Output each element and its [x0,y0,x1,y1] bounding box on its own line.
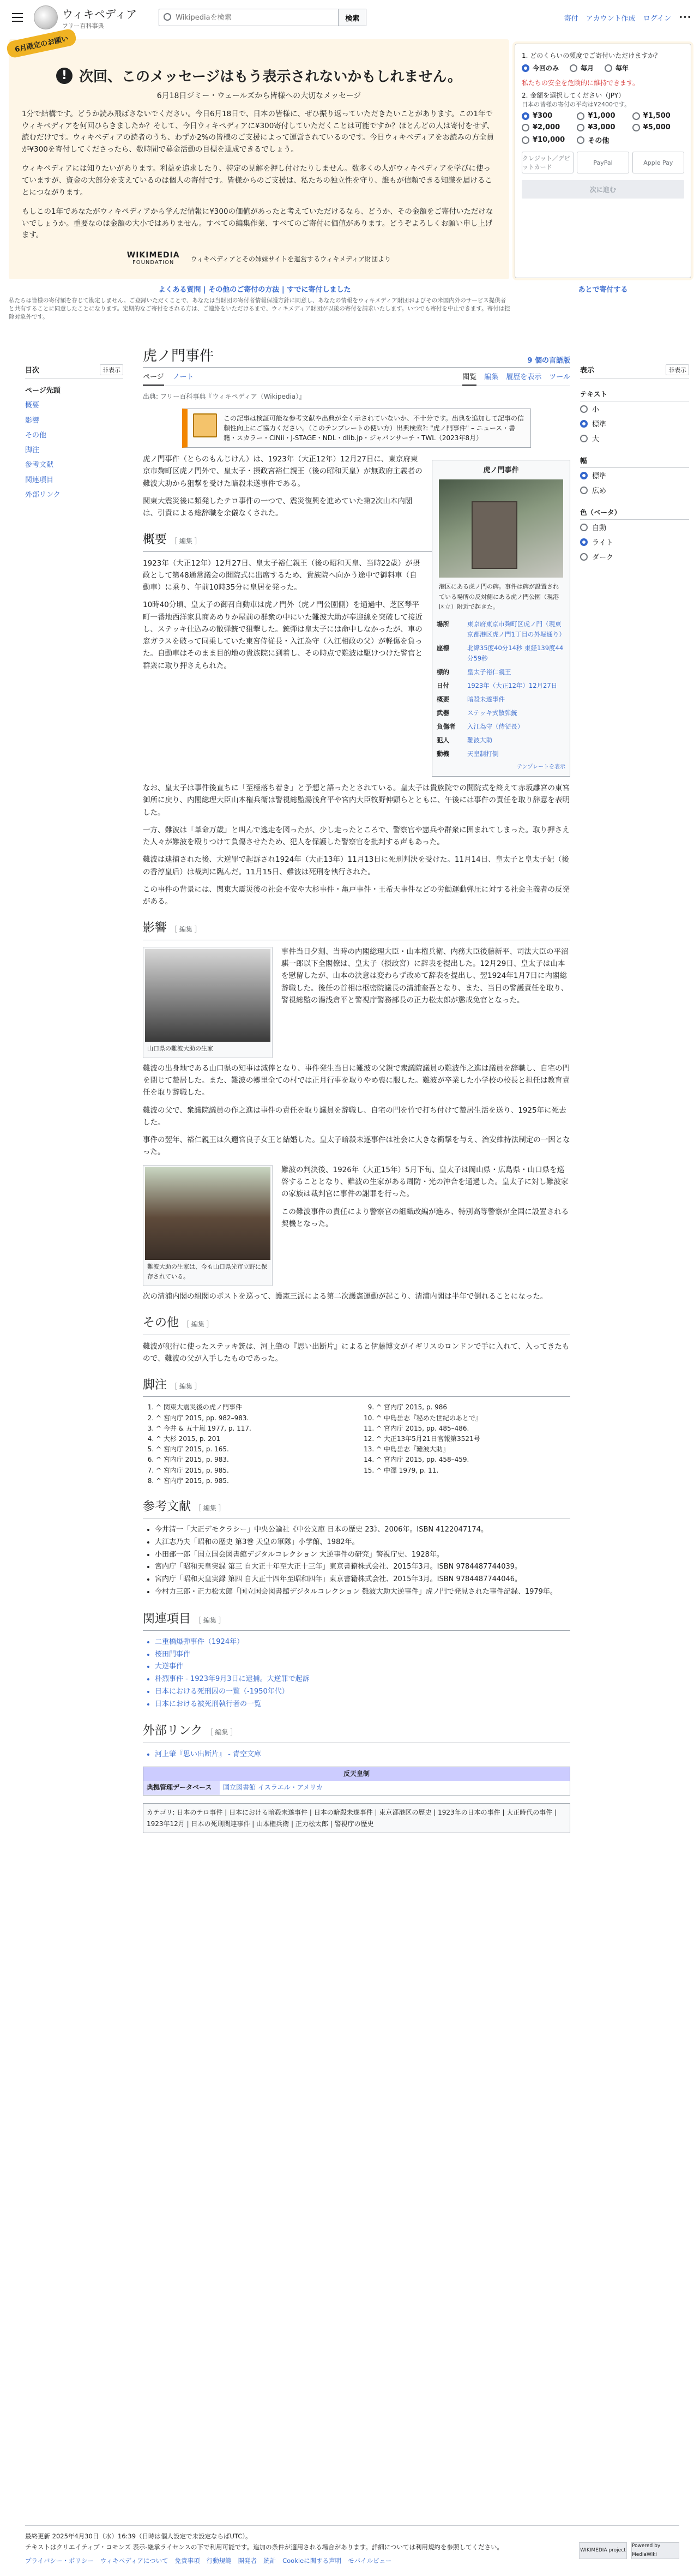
frequency-question: 1. どのくらいの頻度でご寄付いただけますか？ [522,52,661,59]
reference-item[interactable]: 10. ^ 中島岳志『秘めた世紀のあとで』 [376,1413,570,1424]
edit-section-link[interactable]: ［ 編集 ］ [171,537,201,545]
tab-read[interactable]: 閲覧 [462,371,476,386]
appearance-sidebar [580,364,689,564]
login-link[interactable]: ログイン [643,14,671,23]
text-size-large[interactable]: 大 [580,431,689,446]
width-standard[interactable]: 標準 [580,468,689,483]
reference-item[interactable]: 7. ^ 宮内庁 2015, p. 985. [156,1466,350,1476]
width-wide[interactable]: 広め [580,483,689,497]
reference-item[interactable]: 13. ^ 中島岳志『難波大助』 [376,1444,570,1455]
section-heading-overview: 概要 ［ 編集 ］ [143,530,570,551]
footer-link[interactable]: Cookieに関する声明 [282,2557,342,2565]
paragraph: 難波が犯行に使ったステッキ銃は、河上肇の『思い出断片』によると伊藤博文がイギリスのロンドンで手に入れて、入ってきたもので、難波の父が入手したものであった。 [143,1342,570,1363]
reference-item[interactable]: 14. ^ 宮内庁 2015, pp. 458–459. [376,1455,570,1465]
edit-section-link[interactable]: ［ 編集 ］ [183,1320,213,1329]
maybe-later-link[interactable]: あとで寄付する [578,286,628,294]
personal-tools [564,13,691,23]
freq-once[interactable]: 今回のみ [522,63,559,73]
footer-link[interactable]: 統計 [263,2557,276,2565]
toc-item[interactable]: 関連項目 [25,476,54,484]
navbox-key: 典拠管理データベース [143,1781,220,1795]
reference-item[interactable]: 5. ^ 宮内庁 2015, p. 165. [156,1444,350,1455]
lead-paragraph: 虎ノ門事件（とらのもんじけん）は、1923年（大正12年）12月27日に、東京府東京市麹町区虎ノ門外で、皇太子・摂政宮裕仁親王（後の昭和天皇）が無政府主義者の難波大助から狙撃を受けた暗殺未遂事件である。 [143,455,423,488]
text-size-small[interactable]: 小 [580,401,689,416]
banner-paragraph: ウィキペディアには知りたいがあります。利益を追求したり、特定の見解を押し付けたりしません。数多くの人がウィキペディアを学びに使っていますが、資金の大部分を支えているのは個人の寄付です。皆様からのご支援は、私たちの独立性を守り、誰もが信頼できる知識を届けることにつながります。 [22,164,492,197]
paragraph: この難波事件の責任により警察官の組織改編が進み、特別高等警察が全国に設置される契機となった。 [281,1207,569,1228]
donation-privacy-notice: 私たちは皆様の寄付額を存じて勘定しません。ご登録いただくことで、あなたは当財団の寄付者情報保護方針に同意し、あなたの情報をウィキメディア財団およびその米国内外のサービス提供者と共有することに同意したことになります。定期的なご寄付をされる方は、ご連絡をいただけるまで、ウィキメディア財団が以後の寄付を請求いたします。いつでも寄付を中止できます。寄付は控除対象外です。 [9,297,510,321]
appearance-hide-button[interactable]: 非表示 [666,364,689,375]
edit-section-link[interactable]: ［ 編集 ］ [206,1728,237,1737]
wikipedia-globe-icon [34,5,58,29]
amount-option[interactable]: ¥1,000 [577,112,629,120]
color-auto[interactable]: 自動 [580,520,689,535]
reference-item[interactable]: 6. ^ 宮内庁 2015, p. 983. [156,1455,350,1465]
external-link[interactable]: • 河上肇『思い出断片』 - 青空文庫 [155,1749,570,1761]
more-options-icon[interactable]: ••• [678,13,691,22]
search-input[interactable] [159,9,339,26]
text-size-standard[interactable]: 標準 [580,416,689,431]
section-heading-other: その他 ［ 編集 ］ [143,1313,570,1335]
payment-methods [522,152,684,173]
navbox [143,1767,570,1796]
toc-item[interactable]: その他 [25,431,47,440]
paragraph: 次の清浦内閣の組閣のポストを巡って、護憲三派による第二次護憲運動が起こり、清浦内閣は半年で倒れることになった。 [143,1292,548,1301]
logo-subtitle: フリー百科事典 [62,22,104,29]
show-template-link[interactable]: テンプレートを表示 [516,764,565,770]
reference-list [143,1402,570,1486]
main-menu-icon[interactable] [9,9,26,26]
infobox [432,460,570,777]
info-icon: ! [56,68,73,84]
page-title: 虎ノ門事件 [143,348,214,364]
infobox-image[interactable] [439,479,563,578]
reference-item[interactable]: 1. ^ 関東大震災後の虎ノ門事件 [156,1402,350,1413]
list-item: • 大江志乃夫「昭和の歴史 第3巻 天皇の軍隊」小学館、1982年。 [155,1536,570,1549]
wikimedia-foundation-logo: WIKIMEDIA FOUNDATION [126,250,180,266]
pay-card-button[interactable]: クレジット／デビットカード [522,152,574,173]
lead-paragraph: 関東大震災後に頻発したテロ事件の一つで、震災復興を進めていた第2次山本内閣は、引責による総辞職を余儀なくされた。 [143,496,413,518]
related-list [143,1636,570,1711]
toc-item[interactable]: 脚注 [25,446,40,455]
amount-option[interactable]: ¥300 [522,112,574,120]
paragraph: 事件の翌年、裕仁親王は久邇宮良子女王と結婚した。皇太子暗殺未遂事件は社会に大きな衝撃を与え、治安維持法制定の一因となった。 [143,1136,570,1157]
navbox-value[interactable]: 国立図書館 イスラエル・アメリカ [220,1781,570,1795]
toc-item[interactable]: 影響 [25,416,40,425]
paragraph: 難波は逮捕された後、大逆罪で起訴され1924年（大正13年）11月13日に死刑判決を受けた。11月14日、皇太子と皇太子妃（後の香淳皇后）は裁判に臨んだ。11月15日、難波は死刑を執行された。 [143,855,569,876]
toc-sidebar [25,364,123,502]
article-body [143,453,570,1833]
footer-link[interactable]: ウィキペディアについて [100,2557,168,2565]
appearance-title: 表示 [580,367,595,375]
color-heading: 色（ベータ） [580,504,689,520]
reference-item[interactable]: 9. ^ 宮内庁 2015, p. 986 [376,1402,570,1413]
navbox-title[interactable]: 反天皇制 [143,1767,570,1781]
donate-link[interactable]: 寄付 [564,14,578,23]
list-item[interactable]: • 桜田門事件 [155,1649,570,1661]
reference-item[interactable]: 3. ^ 今井 & 五十嵐 1977, p. 117. [156,1424,350,1434]
thumbnail-house[interactable]: 難波大助の生家は、今も山口県光市立野に保存されている。 [143,1165,273,1286]
wikimedia-badge[interactable]: WIKIMEDIA project [579,2542,627,2559]
paragraph: なお、皇太子は事件後直ちに「至極落ち着き」と予想と語ったとされている。皇太子は貴族院での開院式を終えて赤坂離宮の東宮御所に戻り、内閣総理大臣山本権兵衛は警視総監湯浅倉平や宮内大臣牧野伸顕らとともに、午後には事件の責任を取り辞意を表明した。 [143,784,570,817]
last-modified: 最終更新 2025年4月30日（水）16:39（日時は個人設定で未設定ならばUTC）。 [25,2532,252,2540]
banner-paragraph: もしこの1年であなたがウィキペディアから学んだ情報に¥300の価値があったと考えていただけるなら、どうか、その金額をご寄付いただけないでしょうか。重要なのは金額の大小ではありません。すべての編集作業、すべてのご寄付に価値があります。どうぞよろしくお願い申し上げます。 [22,207,493,240]
freq-monthly[interactable]: 毎月 [570,63,594,73]
paragraph: 難波の出身地である山口県の知事は減俸となり、事件発生当日に難波の父親で衆議院議員の難波作之進は議員を辞職し、自宅の門を閉じて蟄居した。また、難波の郷里全ての村では正月行事を取りやめ喪に服した。難波が卒業した小学校の校長と担任は教育責任を取り辞職した。 [143,1064,570,1097]
pay-applepay-button[interactable]: Apple Pay [632,152,684,173]
amount-option[interactable]: ¥2,000 [522,123,574,131]
reference-item[interactable]: 8. ^ 宮内庁 2015, p. 985. [156,1476,350,1486]
section-heading-external: 外部リンク ［ 編集 ］ [143,1721,570,1743]
list-item[interactable]: • 日本における被死刑執行者の一覧 [155,1698,570,1711]
reference-item[interactable]: 15. ^ 中澤 1979, p. 11. [376,1466,570,1476]
banner-subtitle: 6月18日ジミー・ウェールズから皆様への大切なメッセージ [156,92,361,100]
infobox-table: 場所 東京府東京市麹町区虎ノ門（現東京都港区虎ノ門1丁目の外堀通り） 座標 北緯35度40分14秒 東経139度44分59秒 標的 皇太子裕仁親王 日付 1923年（大正12年）12月27日 概要 暗殺未遂事件 武器 ステッキ式散弾銃 負傷者 入江為守（侍従長） 犯人 難波大助 動機 天皇制打倒 [437,620,565,758]
toc-item[interactable]: 概要 [25,401,40,410]
thumbnail-birthplace[interactable]: 山口県の難波大助の生家 [143,947,273,1058]
citation-needed-notice: この記事は検証可能な参考文献や出典が全く示されていないか、不十分です。出典を追加して記事の信頼性向上にご協力ください。（このテンプレートの使い方）出典検索?: "虎ノ門事件" – ニュース・書籍・スカラー・CiNii・J-STAGE・NDL・dlib.jp・ジャパンサーチ・TWL（2023年8月） [182,409,531,448]
amount-option[interactable]: ¥1,500 [632,112,684,120]
text-size-heading: テキスト [580,386,689,401]
amount-option[interactable]: ¥5,000 [632,123,684,131]
list-item: • 宮内庁「昭和天皇実録 第四 自大正十四年至昭和四年」東京書籍株式会社、2015年3月。ISBN 9784487744046。 [155,1574,570,1586]
footer-link[interactable]: モバイルビュー [348,2557,392,2565]
toc-item[interactable]: ページ先頭 [25,387,61,395]
footer-link[interactable]: プライバシー・ポリシー [25,2557,94,2565]
toc-item[interactable]: 外部リンク [25,491,61,500]
site-logo[interactable] [34,5,137,30]
amount-option[interactable]: ¥10,000 [522,135,574,145]
section-heading-notes: 脚注 ［ 編集 ］ [143,1376,570,1397]
article [143,345,570,1833]
footer-link[interactable]: 免責事項 [174,2557,200,2565]
logo-title: ウィキペディア [62,7,137,21]
license-text: テキストはクリエイティブ・コモンズ 表示-継承ライセンスの下で利用可能です。追加の条件が適用される場合があります。詳細については利用規約を参照してください。 [25,2543,503,2551]
edit-section-link[interactable]: ［ 編集 ］ [195,1504,225,1512]
toc-hide-button[interactable]: 非表示 [100,364,123,375]
paragraph: 事件当日夕刻、当時の内閣総理大臣・山本権兵衛、内務大臣後藤新平、司法大臣の平沼騏一郎以下全閣僚は、皇太子（摂政宮）に辞表を提出した。12月29日、皇太子は山本を慰留したが、山本の決意は変わらず改めて辞表を提出し、翌1924年1月7日に内閣総辞職した。後任の首相は枢密院議長の清浦奎吾となり、また、当日の警護責任を取り、警視総監の湯浅倉平と警視庁警務部長の正力松太郎が懲戒免官となった。 [281,947,569,1005]
donation-form [515,44,691,278]
color-dark[interactable]: ダーク [580,549,689,564]
next-button[interactable]: 次に進む [522,180,684,199]
paragraph: 難波の父で、衆議院議員の作之進は事件の責任を取り議員を辞職し、自宅の門を竹で打ち付けて蟄居生活を送り、1925年に死去した。 [143,1106,566,1127]
list-item[interactable]: • 大逆事件 [155,1661,570,1673]
banner-links[interactable]: よくある質問 | その他のご寄付の方法 | すでに寄付しました [158,286,351,294]
paragraph: この事件の背景には、関東大震災後の社会不安や大杉事件・亀戸事件・王希天事件などの労働運動弾圧に対する社会主義者の反発がある。 [143,885,570,906]
section-heading-bibliography: 参考文献 ［ 編集 ］ [143,1497,570,1518]
category-box[interactable]: カテゴリ: 日本のテロ事件 | 日本における暗殺未遂事件 | 日本の暗殺未遂事件 | 東京都港区の歴史 | 1923年の日本の事件 | 大正時代の事件 | 1923年12月 | 日本の死刑関連事件 | 山本権兵衛 | 正力松太郎 | 警視庁の歴史 [143,1803,570,1833]
tab-tools[interactable]: ツール [549,373,570,381]
list-item: • 今井清一「大正デモクラシー」中央公論社《中公文庫 日本の歴史 23》、2006年。ISBN 4122047174。 [155,1524,570,1536]
edit-section-link[interactable]: ［ 編集 ］ [171,926,201,934]
edit-section-link[interactable]: ［ 編集 ］ [171,1383,201,1391]
amount-options [522,112,684,145]
list-item: • 小田部一郎「国立国会図書館デジタルコレクション 大逆事件の研究」警視庁史、1928年。 [155,1549,570,1562]
page-footer [25,2525,679,2567]
book-icon [193,413,217,437]
paragraph: 一方、難波は「革命万歳」と叫んで逃走を図ったが、少し走ったところで、警察官や憲兵や群衆に囲まれてしまった。取り押さえた人々が難波を殴りつけて負傷させたため、犯人を保護した警察官を批判する声もあった。 [143,825,570,847]
list-item[interactable]: • 二重橋爆弾事件（1924年） [155,1636,570,1649]
bibliography-list [143,1524,570,1599]
amount-question: 2. 金額を選択してください（JPY） [522,92,625,99]
create-account-link[interactable]: アカウント作成 [586,14,636,23]
search-form [159,9,366,26]
page-tabs [143,371,570,386]
toc-title: 目次 [25,367,40,375]
infobox-caption: 港区にある虎ノ門の碑。事件は碑が設置されている場所の反対側にある虎ノ門公園（現港区立）附近で起きた。 [439,583,559,610]
list-item[interactable]: • 日本における死刑囚の一覧（-1950年代） [155,1686,570,1698]
section-heading-impact: 影響 ［ 編集 ］ [143,918,570,940]
paragraph: 10時40分頃、皇太子の御召自動車は虎ノ門外（虎ノ門公園側）を通過中、芝区琴平町一番地西洋家具商あめりか屋前の群衆の中にいた難波大助が奉迎線を突破して接近し、ステッキ仕込みの散弾銃で狙撃した。銃弾は皇太子には命中しなかったが、車の窓ガラスを破って同乗していた東宮侍従長・入江為守（入江相政の父）が軽傷を負った。自動車はそのまま目的地の貴族院に到着し、その時点で難波は駆けつけた警官と群衆に取り押さえられた。 [143,601,423,670]
paragraph: 難波の判決後、1926年（大正15年）5月下旬、皇太子は岡山県・広島県・山口県を巡啓することとなり、難波の生家がある周防・光の沖合を通過した。皇太子に対し難波家の家族は裁判官に事件の謝罪を行った。 [281,1165,569,1199]
language-button[interactable]: 9 個の言語版 [527,357,570,365]
tab-page[interactable]: ページ [143,371,164,386]
banner-signature: ウィキペディアとその姉妹サイトを運営するウィキメディア財団より [190,255,391,263]
search-button[interactable]: 検索 [339,9,366,26]
reference-item[interactable]: 2. ^ 宮内庁 2015, pp. 982–983. [156,1413,350,1424]
paragraph: 1923年（大正12年）12月27日、皇太子裕仁親王（後の昭和天皇、当時22歳）が摂政として第48通常議会の開院式に出席するため、貴族院へ向かう途中で御料車（自動車）に乗り、午前10時35分に皇居を発った。 [143,559,420,592]
frequency-note: 私たちの安全を危険的に維持できます。 [522,79,639,87]
amount-option[interactable]: ¥3,000 [577,123,629,131]
freq-yearly[interactable]: 毎年 [605,63,629,73]
tab-edit[interactable]: 編集 [484,373,499,381]
banner-paragraph: 1分で結構です。どうか読み飛ばさないでください。今日6月18日で、日本の皆様に、ぜひ振り返っていただきたいことがあります。この1年でウィキペディアを何回ひらきましたか？そして、今日ウィキペディアに¥300寄付していただくことは可能ですか？ほとんどの人は寄付をせず、読むだけです。ウィキペディアの読者のうち、わずか2%の皆様のご支援によって運営されているのです。今日ウィキペディアをお読みの方全員が¥300を寄付してくださったら、数時間で募金活動の目標を達成できるでしょう。 [22,110,494,154]
edit-section-link[interactable]: ［ 編集 ］ [195,1616,225,1624]
tab-talk[interactable]: ノート [172,373,194,381]
tab-history[interactable]: 履歴を表示 [506,373,542,381]
source-line: 出典: フリー百科事典『ウィキペディア（Wikipedia）』 [143,393,306,400]
width-heading: 幅 [580,452,689,468]
reference-item[interactable]: 11. ^ 宮内庁 2015, pp. 485–486. [376,1424,570,1434]
list-item: • 宮内庁「昭和天皇実録 第三 自大正十年至大正十三年」東京書籍株式会社、2015年3月。ISBN 9784487744039。 [155,1561,570,1574]
list-item[interactable]: • 朴烈事件 - 1923年9月3日に逮捕。大逆罪で起訴 [155,1673,570,1686]
site-header [0,0,700,35]
toc-item[interactable]: 参考文献 [25,461,54,470]
footer-link[interactable]: 行動規範 [206,2557,232,2565]
list-item: • 今村力三郎・正力松太郎「国立国会図書館デジタルコレクション 難波大助大逆事件」虎ノ門で発見された事件記録、1979年。 [155,1586,570,1599]
infobox-title: 虎ノ門事件 [483,466,519,475]
section-heading-related: 関連項目 ［ 編集 ］ [143,1610,570,1631]
pay-paypal-button[interactable]: PayPal [577,152,629,173]
fundraising-banner [9,34,509,279]
amount-subtext: 日本の皆様の寄付の平均は¥2400です。 [522,101,631,108]
banner-tag: 6月限定のお願い [5,28,77,59]
reference-item[interactable]: 12. ^ 大正13年5月21日官報第3521号 [376,1434,570,1444]
reference-item[interactable]: 4. ^ 大杉 2015, p. 201 [156,1434,350,1444]
mediawiki-badge[interactable]: Powered by MediaWiki [631,2542,679,2559]
amount-option-other[interactable]: その他 [577,135,629,145]
banner-title: 次回、このメッセージはもう表示されないかもしれません。 [79,69,462,85]
footer-link[interactable]: 開発者 [238,2557,257,2565]
color-light[interactable]: ライト [580,535,689,549]
